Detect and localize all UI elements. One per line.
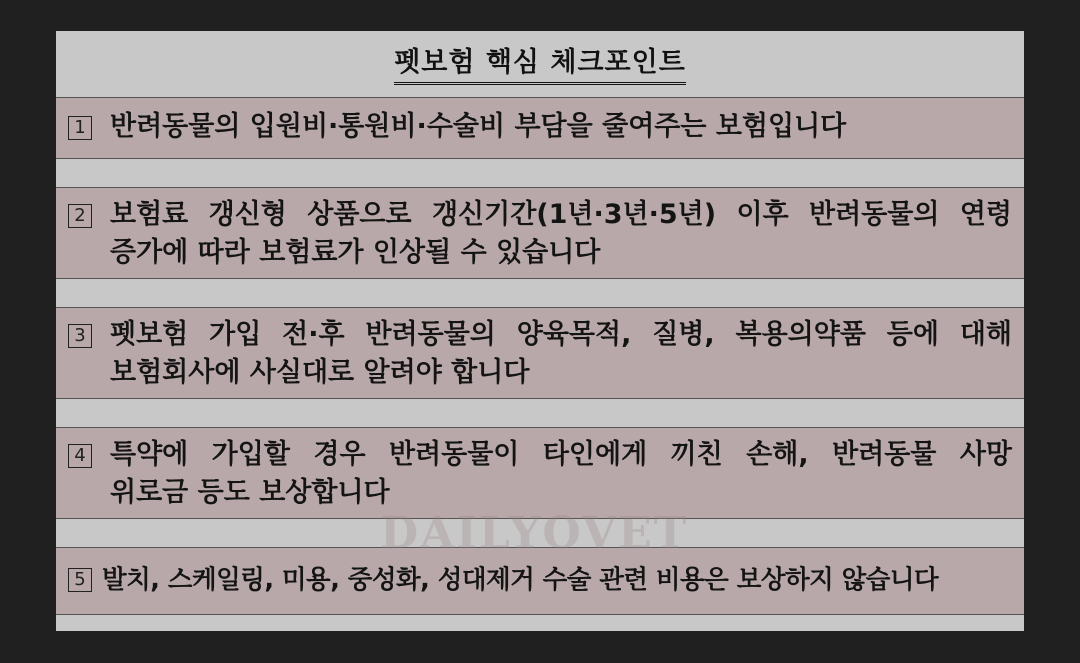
item-number-box: 3	[68, 324, 92, 348]
item-line-2: 증가에 따라 보험료가 인상될 수 있습니다	[110, 237, 601, 268]
item-number-box: 5	[68, 568, 92, 592]
item-line-2: 위로금 등도 보상합니다	[110, 477, 390, 508]
item-text	[102, 561, 1012, 599]
item-line-1: 발치, 스케일링, 미용, 중성화, 성대제거 수술 관련 비용은 보상하지 않습니다	[102, 565, 939, 595]
item-text	[110, 196, 1012, 272]
item-number-box: 4	[68, 444, 92, 468]
page-title: 펫보험 핵심 체크포인트	[394, 40, 686, 85]
checkpoint-item-2	[56, 187, 1024, 279]
item-text	[110, 316, 1012, 392]
item-line-1: 특약에 가입할 경우 반려동물이 타인에게 끼친 손해, 반려동물 사망	[110, 439, 1012, 470]
checkpoint-item-1	[56, 97, 1024, 159]
checkpoint-item-4	[56, 427, 1024, 519]
watermark: DAILYOVET	[380, 508, 689, 559]
item-number-box: 2	[68, 204, 92, 228]
item-line-1: 반려동물의 입원비·통원비·수술비 부담을 줄여주는 보험입니다	[110, 111, 847, 142]
item-line-2: 보험회사에 사실대로 알려야 합니다	[110, 357, 530, 388]
item-text	[110, 108, 1012, 146]
item-text	[110, 436, 1012, 512]
item-number-box: 1	[68, 116, 92, 140]
item-line-1: 보험료 갱신형 상품으로 갱신기간(1년·3년·5년) 이후 반려동물의 연령	[110, 199, 1012, 230]
item-line-1: 펫보험 가입 전·후 반려동물의 양육목적, 질병, 복용의약품 등에 대해	[110, 319, 1012, 350]
checkpoint-item-3	[56, 307, 1024, 399]
title-area	[56, 31, 1024, 97]
